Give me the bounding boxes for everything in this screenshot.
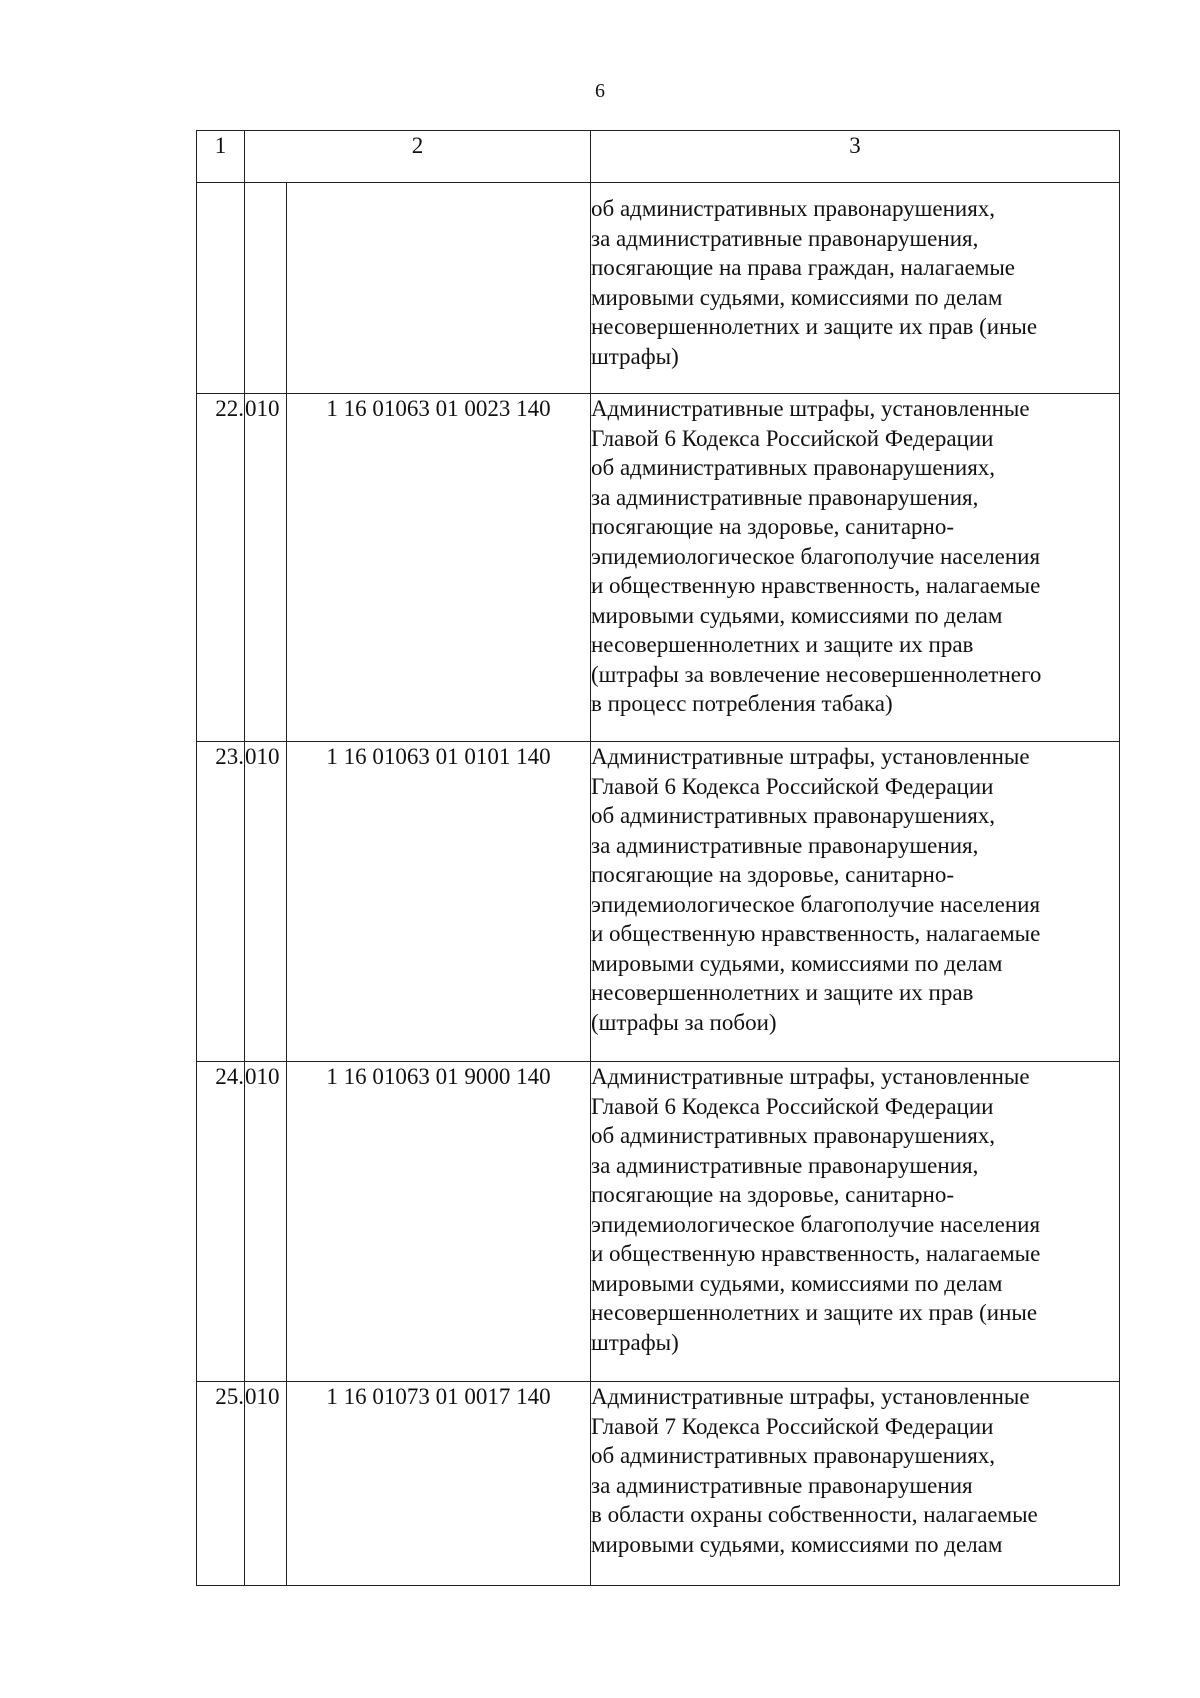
row-number-cell: 25. xyxy=(197,1382,245,1586)
table-header-row xyxy=(197,131,1120,183)
description-line: и общественную нравственность, налагаемые xyxy=(591,573,1041,598)
admin-code-cell xyxy=(245,183,287,394)
description-line: эпидемиологическое благополучие населения xyxy=(591,543,1041,569)
description-line: об административных правонарушениях, xyxy=(591,1123,996,1148)
description-line: штрафы) xyxy=(591,1329,679,1355)
description-line: за административные правонарушения, xyxy=(591,1152,979,1178)
description-line: Главой 6 Кодекса Российской Федерации xyxy=(591,425,994,451)
description-line: посягающие на права граждан, налагаемые xyxy=(591,255,1015,280)
description-line: об административных правонарушениях, xyxy=(591,455,996,480)
row-number-cell: 23. xyxy=(197,742,245,1062)
description-line: за административные правонарушения, xyxy=(591,484,979,510)
description-line: (штрафы за вовлечение несовершеннолетнего xyxy=(591,661,1042,687)
description-line: Административные штрафы, установленные xyxy=(591,1384,1030,1409)
table-row xyxy=(197,1062,1120,1382)
row-number-cell: 24. xyxy=(197,1062,245,1382)
admin-code-cell: 010 xyxy=(245,394,287,742)
revenue-code-cell: 1 16 01073 01 0017 140 xyxy=(287,1382,591,1586)
description-line: Административные штрафы, установленные xyxy=(591,744,1030,769)
table-row-continuation xyxy=(197,183,1120,394)
description-line: (штрафы за побои) xyxy=(591,1009,777,1035)
description-line: Главой 6 Кодекса Российской Федерации xyxy=(591,1093,994,1119)
description-line: несовершеннолетних и защите их прав xyxy=(591,632,974,657)
revenue-code-cell: 1 16 01063 01 0023 140 xyxy=(287,394,591,742)
description-line: Административные штрафы, установленные xyxy=(591,396,1030,421)
description-line: в процесс потребления табака) xyxy=(591,691,893,716)
description-cell xyxy=(591,394,1120,742)
description-line: посягающие на здоровье, санитарно- xyxy=(591,514,954,539)
description-line: об административных правонарушениях, xyxy=(591,196,996,221)
description-line: несовершеннолетних и защите их прав (иные xyxy=(591,1300,1038,1325)
revenue-code-cell: 1 16 01063 01 9000 140 xyxy=(287,1062,591,1382)
description-line: за административные правонарушения xyxy=(591,1472,973,1498)
admin-code-cell: 010 xyxy=(245,742,287,1062)
table-row xyxy=(197,742,1120,1062)
description-line: об административных правонарушениях, xyxy=(591,1443,996,1468)
description-line: мировыми судьями, комиссиями по делам xyxy=(591,602,1003,628)
description-line: мировыми судьями, комиссиями по делам xyxy=(591,1531,1003,1557)
description-line: за административные правонарушения, xyxy=(591,225,979,251)
description-cell xyxy=(591,1062,1120,1382)
description-line: мировыми судьями, комиссиями по делам xyxy=(591,284,1003,310)
description-line: Главой 6 Кодекса Российской Федерации xyxy=(591,773,994,799)
revenue-codes-table xyxy=(196,130,1120,1586)
description-line: мировыми судьями, комиссиями по делам xyxy=(591,1270,1003,1296)
description-line: и общественную нравственность, налагаемые xyxy=(591,1241,1041,1266)
table-row xyxy=(197,394,1120,742)
description-line: об административных правонарушениях, xyxy=(591,803,996,828)
description-line: посягающие на здоровье, санитарно- xyxy=(591,1182,954,1207)
description-line: Административные штрафы, установленные xyxy=(591,1064,1030,1089)
description-line: мировыми судьями, комиссиями по делам xyxy=(591,950,1003,976)
description-line: несовершеннолетних и защите их прав xyxy=(591,980,974,1005)
row-number-cell xyxy=(197,183,245,394)
description-cell xyxy=(591,1382,1120,1586)
table-row xyxy=(197,1382,1120,1586)
admin-code-cell: 010 xyxy=(245,1062,287,1382)
row-number-cell: 22. xyxy=(197,394,245,742)
description-cell xyxy=(591,742,1120,1062)
description-cell xyxy=(591,183,1120,394)
revenue-code-cell xyxy=(287,183,591,394)
page-number: 6 xyxy=(595,80,605,102)
description-line: в области охраны собственности, налагаемые xyxy=(591,1502,1038,1527)
description-line: штрафы) xyxy=(591,343,679,369)
admin-code-cell: 010 xyxy=(245,1382,287,1586)
description-line: эпидемиологическое благополучие населения xyxy=(591,1211,1041,1237)
description-line: посягающие на здоровье, санитарно- xyxy=(591,862,954,887)
header-cell-1: 1 xyxy=(197,131,245,183)
description-line: за административные правонарушения, xyxy=(591,832,979,858)
description-line: Главой 7 Кодекса Российской Федерации xyxy=(591,1413,994,1439)
header-cell-2: 2 xyxy=(245,131,591,183)
header-cell-3: 3 xyxy=(591,131,1120,183)
description-line: эпидемиологическое благополучие населения xyxy=(591,891,1041,917)
revenue-code-cell: 1 16 01063 01 0101 140 xyxy=(287,742,591,1062)
description-line: несовершеннолетних и защите их прав (иные xyxy=(591,314,1038,339)
description-line: и общественную нравственность, налагаемые xyxy=(591,921,1041,946)
